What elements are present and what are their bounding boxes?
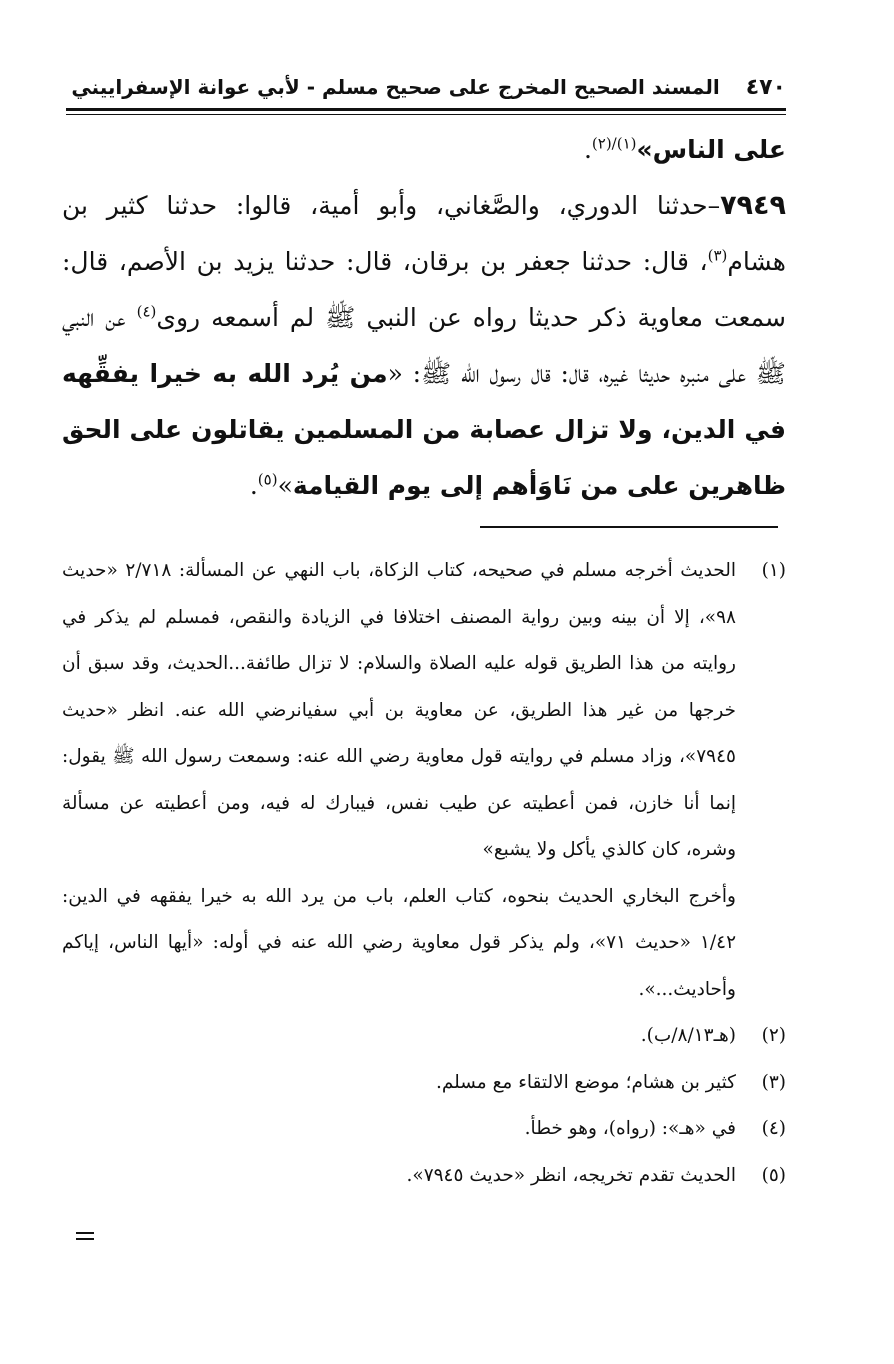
page-end-mark	[76, 1232, 94, 1241]
footnote-ref-4: (٤)	[136, 302, 157, 321]
header-rule-thin	[66, 114, 786, 115]
footnote-text: الحديث تقدم تخريجه، انظر «حديث ٧٩٤٥».	[406, 1164, 736, 1186]
footnote-1	[62, 548, 786, 874]
footnote-number: (٥)	[761, 1164, 786, 1186]
footnote-ref-5: (٥)	[257, 470, 278, 489]
footnote-5	[62, 1153, 786, 1200]
main-text	[62, 122, 786, 514]
footnote-number: (٢)	[761, 1025, 786, 1046]
quote-close: »	[277, 471, 293, 500]
book-title: المسند الصحيح المخرج على صحيح مسلم - لأبي عوانة الإسفراييني	[71, 75, 720, 99]
footnotes	[62, 548, 786, 1199]
footnote-number: (٤)	[761, 1118, 786, 1139]
page-number: ٤٧٠	[745, 74, 786, 100]
footnote-text: الحديث أخرجه مسلم في صحيحه، كتاب الزكاة، باب النهي عن المسألة: ٢/٧١٨ «حديث ٩٨»، إلا أن بينه وبين رواية المصنف اختلافا في الزيادة والنقص، فمسلم لم يذكر في روايته من هذا الطريق قوله عليه الصلاة والسلام: لا تزال طائفة...الحديث، وقد سبق أن خرجها من غير هذا الطريق، عن معاوية بن أبي سفيانرضي الله عنه. انظر «حديث ٧٩٤٥»، وزاد مسلم في روايته قول معاوية رضي الله عنه: وسمعت رسول الله ﷺ يقول: إنما أنا خازن، فمن أعطيته عن طيب نفس، فيبارك له فيه، ومن أعطيته عن مسألة وشره، كان كالذي يأكل ولا يشبع»	[62, 560, 737, 860]
footnote-number: (١)	[761, 560, 786, 581]
hadith-matn: من يُرد الله به خيرا يفقِّهه في الدين، ولا تزال عصابة من المسلمين يقاتلون على الحق ظاهرين على من نَاوَأهم إلى يوم القيامة	[62, 359, 786, 500]
footnote-text: كثير بن هشام؛ موضع الالتقاء مع مسلم.	[435, 1071, 736, 1093]
footnote-4	[62, 1106, 786, 1153]
hadith-paragraph: ٧٩٤٩–حدثنا الدوري، والصَّغاني، وأبو أمية، قالوا: حدثنا كثير بن هشام$^{(٣)}$، قال: حدثنا جعفر بن برقان، قال: حدثنا يزيد بن الأصم، قال: سمعت معاوية ذكر حديثا رواه عن النبي ﷺ لم أسمعه روى$^{(٤)}$ عن النبي ﷺ على منبره حديثا غيره، قال: قال رسول الله ﷺ: «من يُرد الله به خيرا يفقِّهه في الدين، ولا تزال عصابة من المسلمين يقاتلون على الحق ظاهرين على من نَاوَأهم إلى يوم القيامة»$^{(٥)}$.	[62, 190, 786, 500]
footnote-ref-1-2: (١)/(٢)	[591, 134, 637, 153]
header-rule	[66, 108, 786, 111]
continuation-text: على الناس»	[636, 135, 786, 164]
footnote-text: في «هـ»: (رواه)، وهو خطأ.	[524, 1118, 736, 1139]
footnote-3	[62, 1060, 786, 1107]
footnote-ref-3: (٣)	[707, 246, 728, 265]
hadith-number: ٧٩٤٩	[720, 190, 786, 221]
running-header	[66, 68, 786, 106]
isnad-text-2: ، قال: حدثنا جعفر بن برقان، قال: حدثنا يزيد بن الأصم، قال: سمعت معاوية ذكر حديثا رواه عن النبي ﷺ لم أسمعه روى	[62, 247, 786, 332]
footnote-2	[62, 1013, 786, 1060]
footnote-separator	[480, 526, 778, 528]
footnote-text: (هـ٨/١٣/ب).	[640, 1025, 736, 1046]
isnad-text-3: عن النبي ﷺ على منبره حديثا غيره، قال: قال رسول الله ﷺ: «	[62, 303, 786, 388]
footnote-number: (٣)	[761, 1071, 786, 1093]
footnote-1-continuation: وأخرج البخاري الحديث بنحوه، كتاب العلم، باب من يرد الله به خيرا يفقهه في الدين: ١/٤٢ «حديث ٧١»، ولم يذكر قول معاوية رضي الله عنه في أوله: «أيها الناس، إياكم وأحاديث...».	[62, 885, 737, 1000]
continuation-line: على الناس»$^{(١)/(٢)}$.	[583, 134, 786, 164]
isnad-text-1: –حدثنا الدوري، والصَّغاني، وأبو أمية، قالوا: حدثنا كثير بن هشام	[62, 191, 786, 276]
